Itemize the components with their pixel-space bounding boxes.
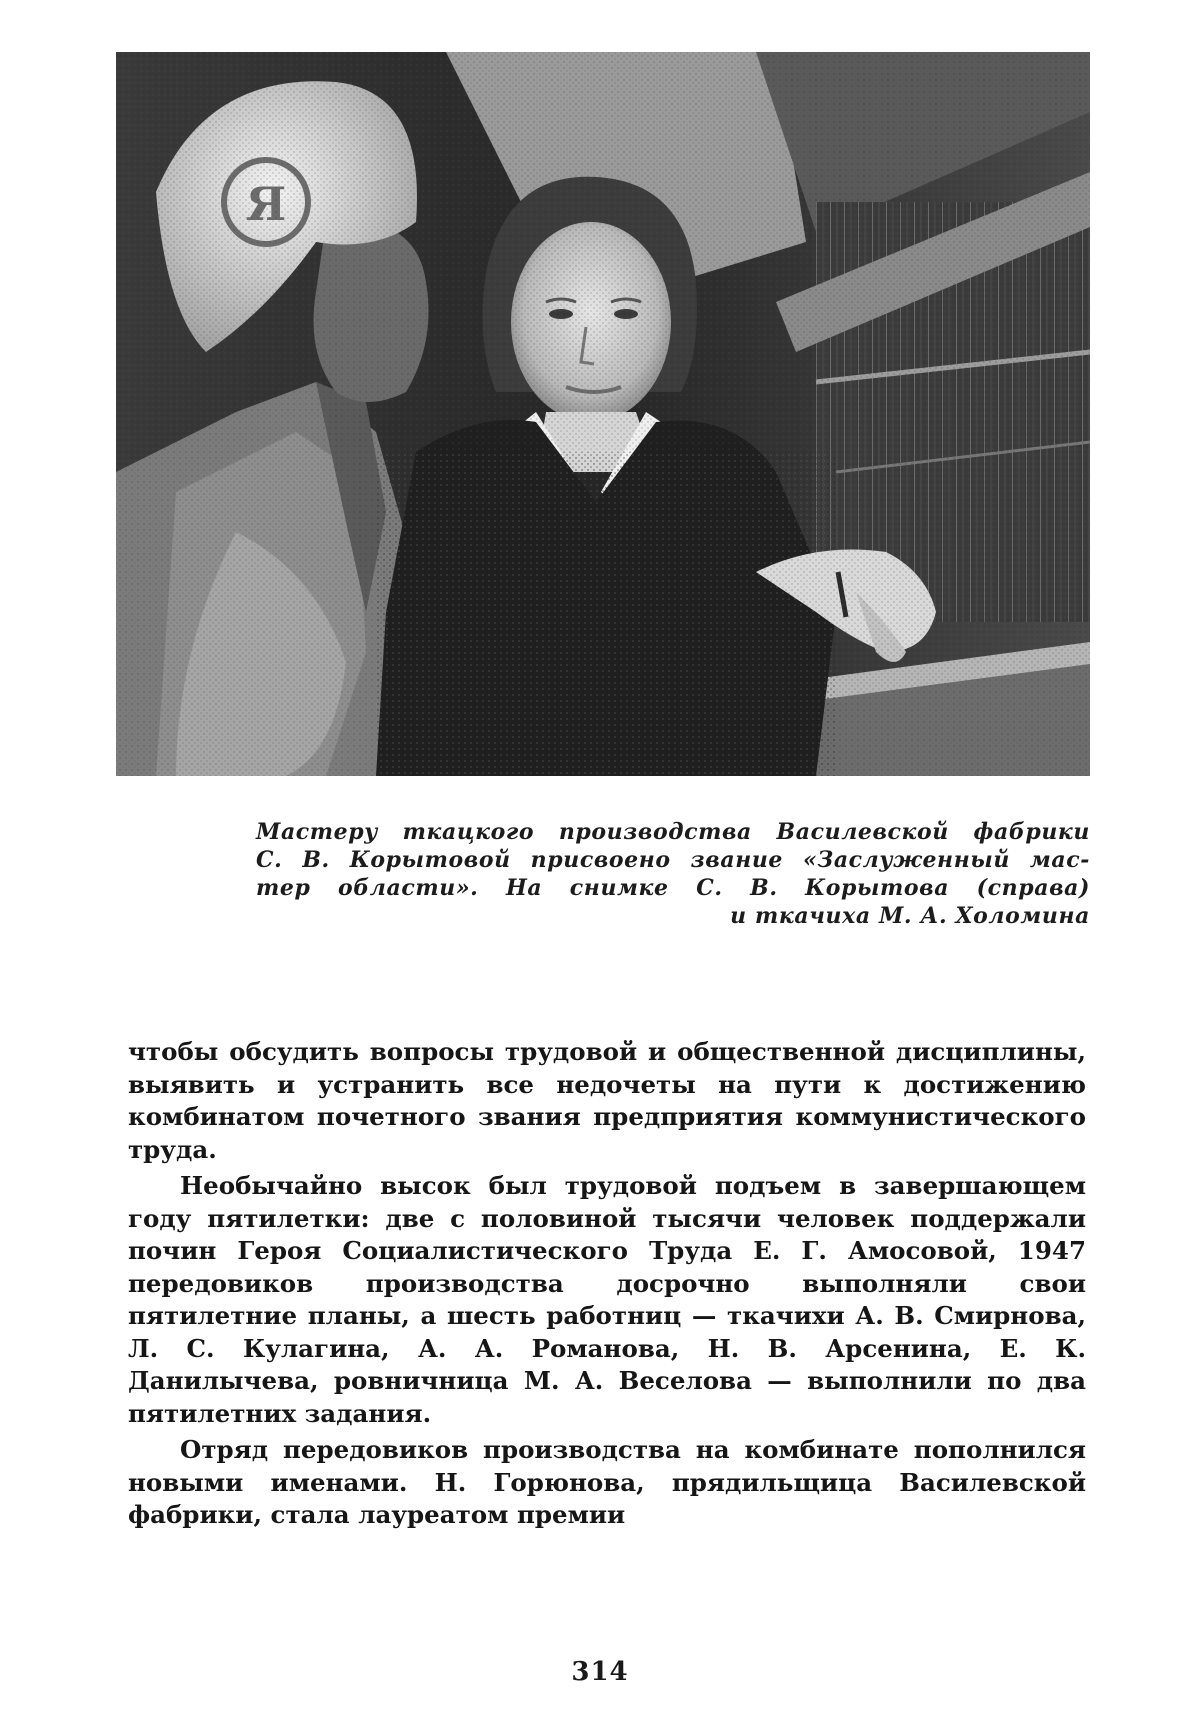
paragraph: Отряд передовиков производства на комбинате пополнился новыми именами. Н. Горюнова, прядильщица Василевской фабрики, стала лауреатом премии bbox=[128, 1435, 1086, 1529]
caption-line: и ткачиха М. А. Холомина bbox=[730, 903, 1090, 929]
page-number: 314 bbox=[571, 1657, 629, 1687]
caption-line: Мастеру ткацкого производства Василевской фабрики bbox=[256, 819, 1090, 845]
paragraph: чтобы обсудить вопросы трудовой и общественной дисциплины, выявить и устранить все недочеты на пути к достижению комбинатом почетного звания предприятия коммунистического труда. bbox=[128, 1037, 1086, 1164]
caption-line: тер области». На снимке С. В. Корытова (справа) bbox=[256, 875, 1090, 901]
photo bbox=[116, 52, 1090, 776]
svg-text:Я: Я bbox=[245, 177, 287, 231]
photograph-weavers-at-loom-icon bbox=[116, 52, 1090, 776]
photo-caption bbox=[256, 818, 1090, 930]
caption-line: С. В. Корытовой присвоено звание «Заслуженный мас- bbox=[256, 847, 1090, 873]
body-text bbox=[128, 1036, 1086, 1532]
paragraph: Необычайно высок был трудовой подъем в завершающем году пятилетки: две с половиной тысячи человек поддержали почин Героя Социалистического Труда Е. Г. Амосовой, 1947 передовиков производства досрочно выполняли свои пятилетние планы, а шесть работниц — ткачихи А. В. Смирнова, Л. С. Кулагина, А. А. Романова, Н. В. Арсенина, Е. К. Данилычева, ровничница М. А. Веселова — выполнили по два пятилетних задания. bbox=[128, 1171, 1086, 1428]
